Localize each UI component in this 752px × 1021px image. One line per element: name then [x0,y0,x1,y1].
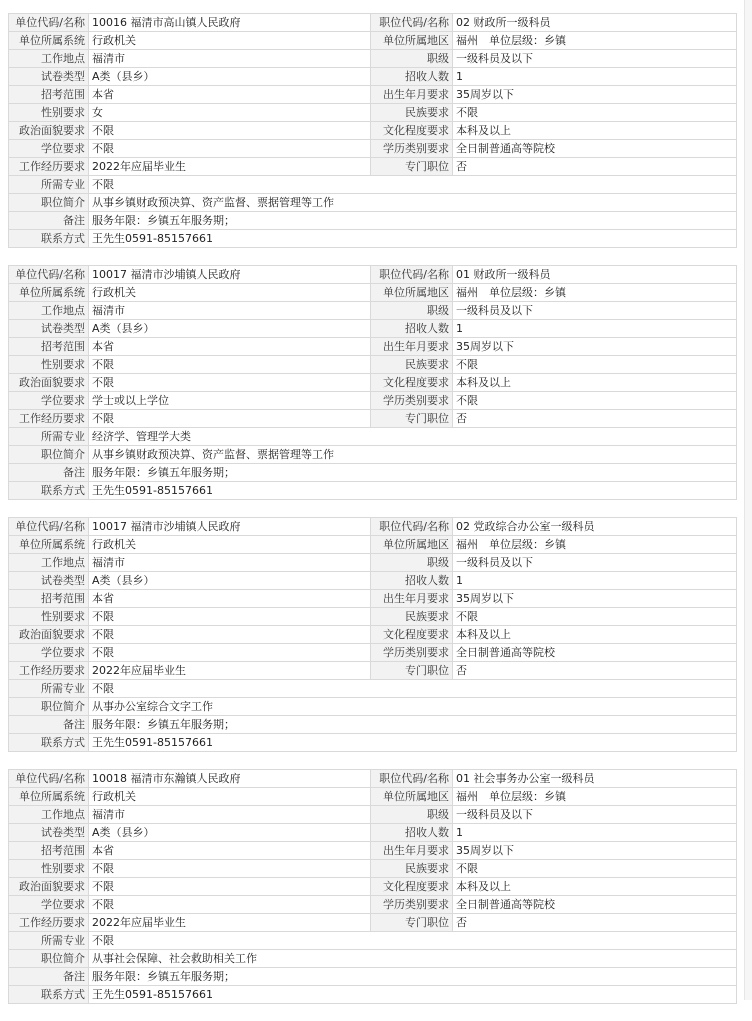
unit-region-value: 福州 单位层级：乡镇 [453,284,737,302]
recruit-scope-label: 招考范围 [9,842,89,860]
recruit-scope-label: 招考范围 [9,590,89,608]
education-type-requirement-value: 不限 [453,392,737,410]
table-row [9,896,737,914]
recruit-count-value: 1 [453,824,737,842]
table-row [9,950,737,968]
table-row [9,32,737,50]
ethnic-requirement-value: 不限 [453,104,737,122]
contact-value: 王先生0591-85157661 [89,734,737,752]
table-row [9,770,737,788]
job-description-value: 从事社会保障、社会救助相关工作 [89,950,737,968]
table-row [9,50,737,68]
birth-requirement-label: 出生年月要求 [371,86,453,104]
recruit-scope-label: 招考范围 [9,338,89,356]
table-row [9,986,737,1004]
degree-requirement-value: 不限 [89,644,371,662]
table-row [9,338,737,356]
job-card [8,769,736,1004]
recruit-scope-value: 本省 [89,590,371,608]
table-row [9,680,737,698]
ethnic-requirement-label: 民族要求 [371,860,453,878]
table-row [9,410,737,428]
table-row [9,14,737,32]
table-row [9,266,737,284]
table-row [9,698,737,716]
work-location-label: 工作地点 [9,50,89,68]
job-card [8,517,736,752]
birth-requirement-value: 35周岁以下 [453,842,737,860]
recruit-scope-value: 本省 [89,842,371,860]
birth-requirement-value: 35周岁以下 [453,590,737,608]
job-code-name-value: 02 财政所一级科员 [453,14,737,32]
education-type-requirement-value: 全日制普通高等院校 [453,140,737,158]
exam-type-label: 试卷类型 [9,572,89,590]
exam-type-value: A类（县乡） [89,68,371,86]
notes-label: 备注 [9,464,89,482]
education-type-requirement-label: 学历类别要求 [371,896,453,914]
unit-code-name-value: 10017 福清市沙埔镇人民政府 [89,518,371,536]
political-requirement-value: 不限 [89,374,371,392]
notes-label: 备注 [9,212,89,230]
job-grade-label: 职级 [371,806,453,824]
degree-requirement-label: 学位要求 [9,896,89,914]
table-row [9,284,737,302]
table-row [9,860,737,878]
notes-value: 服务年限：乡镇五年服务期； [89,212,737,230]
unit-region-label: 单位所属地区 [371,536,453,554]
education-type-requirement-value: 全日制普通高等院校 [453,896,737,914]
birth-requirement-value: 35周岁以下 [453,86,737,104]
table-row [9,788,737,806]
ethnic-requirement-label: 民族要求 [371,608,453,626]
job-grade-value: 一级科员及以下 [453,806,737,824]
unit-system-label: 单位所属系统 [9,788,89,806]
table-row [9,878,737,896]
experience-requirement-value: 不限 [89,410,371,428]
special-position-value: 否 [453,914,737,932]
unit-code-name-value: 10016 福清市高山镇人民政府 [89,14,371,32]
education-requirement-value: 本科及以上 [453,878,737,896]
unit-code-name-value: 10018 福清市东瀚镇人民政府 [89,770,371,788]
table-row [9,374,737,392]
table-row [9,824,737,842]
education-type-requirement-label: 学历类别要求 [371,140,453,158]
political-requirement-label: 政治面貌要求 [9,626,89,644]
unit-region-value: 福州 单位层级：乡镇 [453,788,737,806]
job-grade-value: 一级科员及以下 [453,302,737,320]
work-location-value: 福清市 [89,50,371,68]
notes-value: 服务年限：乡镇五年服务期； [89,716,737,734]
table-row [9,932,737,950]
job-table [8,265,737,500]
exam-type-value: A类（县乡） [89,572,371,590]
job-description-label: 职位简介 [9,698,89,716]
contact-label: 联系方式 [9,482,89,500]
education-type-requirement-value: 全日制普通高等院校 [453,644,737,662]
table-row [9,122,737,140]
table-row [9,68,737,86]
unit-region-label: 单位所属地区 [371,284,453,302]
degree-requirement-value: 学士或以上学位 [89,392,371,410]
contact-value: 王先生0591-85157661 [89,482,737,500]
recruit-scope-label: 招考范围 [9,86,89,104]
major-required-value: 不限 [89,680,737,698]
table-row [9,608,737,626]
job-description-label: 职位简介 [9,446,89,464]
table-row [9,482,737,500]
job-code-name-label: 职位代码/名称 [371,518,453,536]
gender-requirement-label: 性别要求 [9,104,89,122]
table-row [9,356,737,374]
education-requirement-label: 文化程度要求 [371,122,453,140]
political-requirement-label: 政治面貌要求 [9,878,89,896]
unit-code-name-label: 单位代码/名称 [9,14,89,32]
exam-type-value: A类（县乡） [89,824,371,842]
experience-requirement-value: 2022年应届毕业生 [89,914,371,932]
job-table [8,769,737,1004]
political-requirement-value: 不限 [89,878,371,896]
degree-requirement-value: 不限 [89,896,371,914]
exam-type-label: 试卷类型 [9,320,89,338]
political-requirement-value: 不限 [89,626,371,644]
ethnic-requirement-value: 不限 [453,356,737,374]
education-requirement-label: 文化程度要求 [371,626,453,644]
major-required-value: 经济学、管理学大类 [89,428,737,446]
contact-label: 联系方式 [9,230,89,248]
job-grade-label: 职级 [371,50,453,68]
job-description-value: 从事乡镇财政预决算、资产监督、票据管理等工作 [89,446,737,464]
unit-system-value: 行政机关 [89,788,371,806]
job-description-value: 从事办公室综合文字工作 [89,698,737,716]
table-row [9,626,737,644]
table-row [9,104,737,122]
gender-requirement-value: 不限 [89,356,371,374]
scrollbar[interactable] [744,0,752,1000]
major-required-label: 所需专业 [9,428,89,446]
education-type-requirement-label: 学历类别要求 [371,392,453,410]
recruit-count-value: 1 [453,68,737,86]
contact-label: 联系方式 [9,986,89,1004]
job-code-name-value: 01 财政所一级科员 [453,266,737,284]
recruit-count-label: 招收人数 [371,572,453,590]
table-row [9,212,737,230]
special-position-value: 否 [453,158,737,176]
special-position-value: 否 [453,662,737,680]
work-location-value: 福清市 [89,806,371,824]
major-required-label: 所需专业 [9,176,89,194]
table-row [9,662,737,680]
education-type-requirement-label: 学历类别要求 [371,644,453,662]
experience-requirement-label: 工作经历要求 [9,410,89,428]
education-requirement-value: 本科及以上 [453,374,737,392]
work-location-value: 福清市 [89,302,371,320]
table-row [9,158,737,176]
table-row [9,518,737,536]
unit-code-name-label: 单位代码/名称 [9,518,89,536]
recruit-count-label: 招收人数 [371,824,453,842]
job-grade-label: 职级 [371,554,453,572]
work-location-label: 工作地点 [9,554,89,572]
table-row [9,536,737,554]
ethnic-requirement-value: 不限 [453,860,737,878]
job-code-name-label: 职位代码/名称 [371,14,453,32]
table-row [9,320,737,338]
gender-requirement-value: 不限 [89,608,371,626]
job-table [8,517,737,752]
special-position-label: 专门职位 [371,662,453,680]
unit-region-value: 福州 单位层级：乡镇 [453,32,737,50]
exam-type-label: 试卷类型 [9,68,89,86]
contact-value: 王先生0591-85157661 [89,230,737,248]
table-row [9,302,737,320]
major-required-value: 不限 [89,932,737,950]
unit-code-name-label: 单位代码/名称 [9,770,89,788]
special-position-label: 专门职位 [371,410,453,428]
experience-requirement-label: 工作经历要求 [9,662,89,680]
degree-requirement-value: 不限 [89,140,371,158]
job-grade-value: 一级科员及以下 [453,554,737,572]
notes-label: 备注 [9,716,89,734]
education-requirement-label: 文化程度要求 [371,878,453,896]
recruit-scope-value: 本省 [89,338,371,356]
degree-requirement-label: 学位要求 [9,140,89,158]
recruit-count-value: 1 [453,572,737,590]
political-requirement-label: 政治面貌要求 [9,374,89,392]
unit-code-name-value: 10017 福清市沙埔镇人民政府 [89,266,371,284]
special-position-label: 专门职位 [371,158,453,176]
unit-code-name-label: 单位代码/名称 [9,266,89,284]
work-location-value: 福清市 [89,554,371,572]
table-row [9,842,737,860]
table-row [9,446,737,464]
job-code-name-label: 职位代码/名称 [371,266,453,284]
unit-region-value: 福州 单位层级：乡镇 [453,536,737,554]
special-position-value: 否 [453,410,737,428]
job-table [8,13,737,248]
contact-value: 王先生0591-85157661 [89,986,737,1004]
table-row [9,86,737,104]
experience-requirement-value: 2022年应届毕业生 [89,662,371,680]
birth-requirement-label: 出生年月要求 [371,338,453,356]
education-requirement-label: 文化程度要求 [371,374,453,392]
contact-label: 联系方式 [9,734,89,752]
table-row [9,644,737,662]
job-card [8,13,736,248]
major-required-value: 不限 [89,176,737,194]
birth-requirement-label: 出生年月要求 [371,590,453,608]
job-code-name-label: 职位代码/名称 [371,770,453,788]
table-row [9,464,737,482]
job-description-label: 职位简介 [9,194,89,212]
work-location-label: 工作地点 [9,302,89,320]
job-description-value: 从事乡镇财政预决算、资产监督、票据管理等工作 [89,194,737,212]
job-card [8,265,736,500]
exam-type-value: A类（县乡） [89,320,371,338]
job-code-name-value: 01 社会事务办公室一级科员 [453,770,737,788]
recruit-count-label: 招收人数 [371,68,453,86]
job-listing-page [8,13,736,1021]
unit-system-value: 行政机关 [89,536,371,554]
unit-system-value: 行政机关 [89,32,371,50]
gender-requirement-label: 性别要求 [9,860,89,878]
unit-region-label: 单位所属地区 [371,32,453,50]
ethnic-requirement-label: 民族要求 [371,104,453,122]
notes-value: 服务年限：乡镇五年服务期； [89,968,737,986]
birth-requirement-value: 35周岁以下 [453,338,737,356]
recruit-count-value: 1 [453,320,737,338]
birth-requirement-label: 出生年月要求 [371,842,453,860]
table-row [9,716,737,734]
gender-requirement-label: 性别要求 [9,356,89,374]
table-row [9,428,737,446]
job-grade-value: 一级科员及以下 [453,50,737,68]
degree-requirement-label: 学位要求 [9,392,89,410]
education-requirement-value: 本科及以上 [453,122,737,140]
unit-region-label: 单位所属地区 [371,788,453,806]
gender-requirement-label: 性别要求 [9,608,89,626]
experience-requirement-label: 工作经历要求 [9,914,89,932]
table-row [9,194,737,212]
table-row [9,572,737,590]
political-requirement-value: 不限 [89,122,371,140]
unit-system-label: 单位所属系统 [9,32,89,50]
ethnic-requirement-value: 不限 [453,608,737,626]
table-row [9,554,737,572]
table-row [9,968,737,986]
unit-system-label: 单位所属系统 [9,536,89,554]
unit-system-value: 行政机关 [89,284,371,302]
table-row [9,590,737,608]
experience-requirement-label: 工作经历要求 [9,158,89,176]
political-requirement-label: 政治面貌要求 [9,122,89,140]
job-grade-label: 职级 [371,302,453,320]
ethnic-requirement-label: 民族要求 [371,356,453,374]
table-row [9,914,737,932]
notes-label: 备注 [9,968,89,986]
experience-requirement-value: 2022年应届毕业生 [89,158,371,176]
degree-requirement-label: 学位要求 [9,644,89,662]
exam-type-label: 试卷类型 [9,824,89,842]
table-row [9,140,737,158]
special-position-label: 专门职位 [371,914,453,932]
gender-requirement-value: 不限 [89,860,371,878]
education-requirement-value: 本科及以上 [453,626,737,644]
gender-requirement-value: 女 [89,104,371,122]
job-code-name-value: 02 党政综合办公室一级科员 [453,518,737,536]
recruit-scope-value: 本省 [89,86,371,104]
recruit-count-label: 招收人数 [371,320,453,338]
table-row [9,734,737,752]
table-row [9,806,737,824]
notes-value: 服务年限：乡镇五年服务期； [89,464,737,482]
job-description-label: 职位简介 [9,950,89,968]
table-row [9,176,737,194]
unit-system-label: 单位所属系统 [9,284,89,302]
major-required-label: 所需专业 [9,680,89,698]
work-location-label: 工作地点 [9,806,89,824]
table-row [9,230,737,248]
major-required-label: 所需专业 [9,932,89,950]
table-row [9,392,737,410]
